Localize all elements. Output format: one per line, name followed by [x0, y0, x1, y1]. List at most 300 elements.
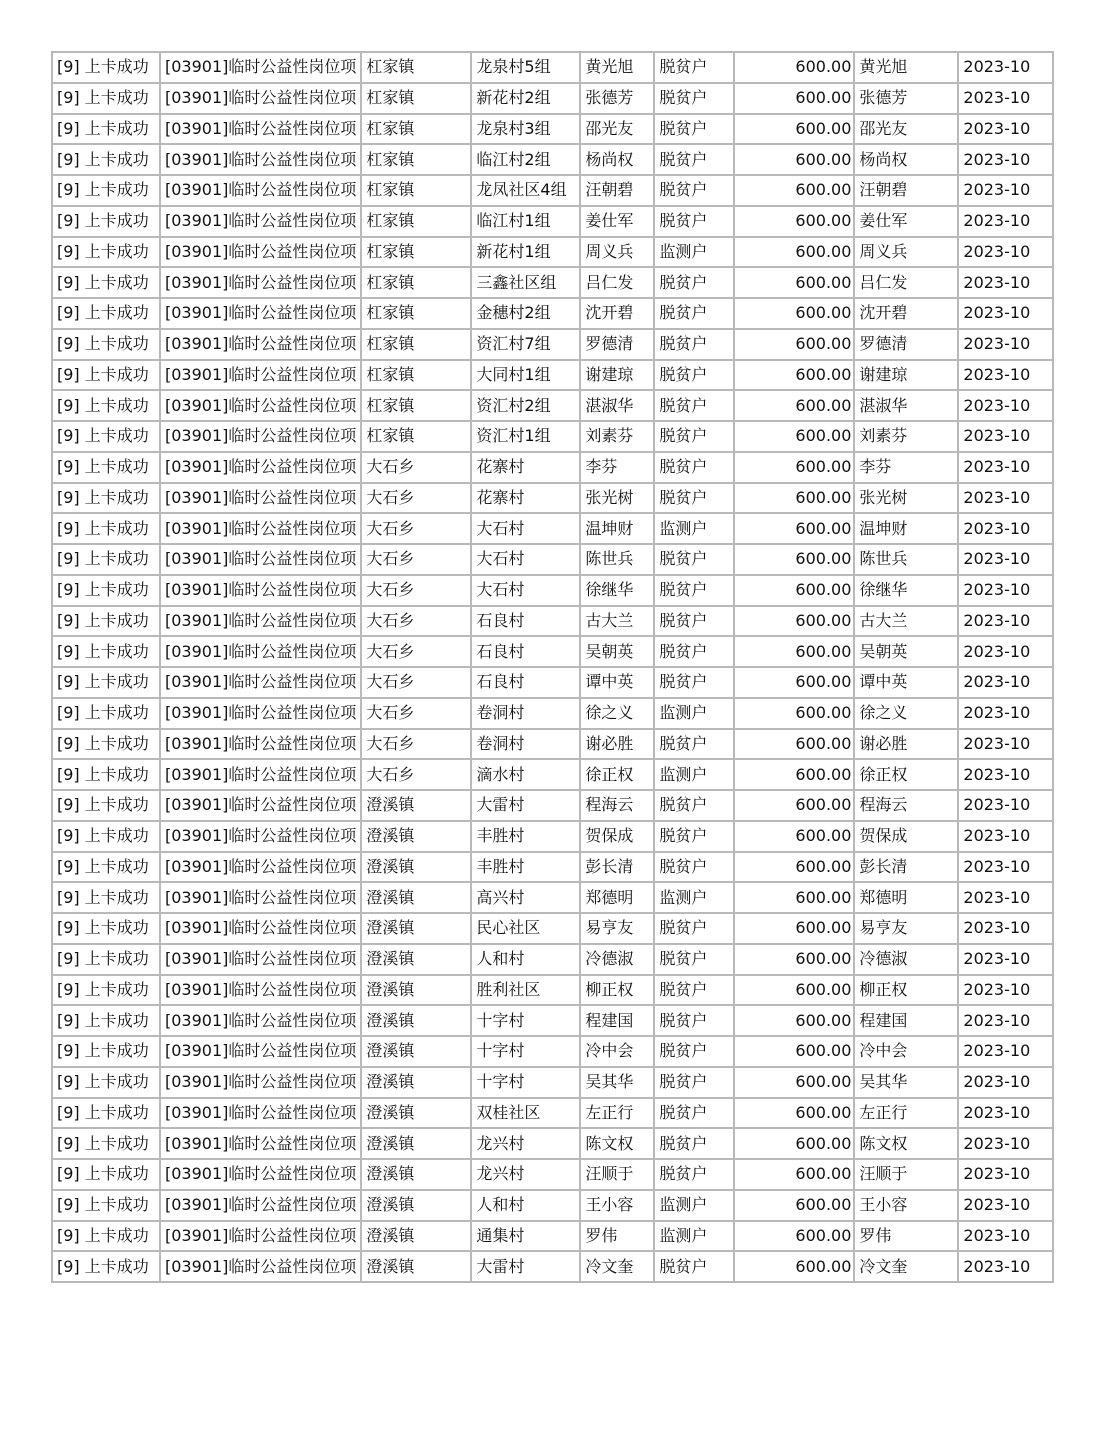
cell-project: [03901]临时公益性岗位项	[160, 913, 361, 944]
cell-period: 2023-10	[958, 729, 1053, 760]
cell-project: [03901]临时公益性岗位项	[160, 944, 361, 975]
table-row	[52, 975, 1053, 1006]
cell-amount: 600.00	[734, 729, 854, 760]
table-row	[52, 329, 1053, 360]
cell-township: 杠家镇	[361, 390, 471, 421]
cell-category: 脱贫户	[654, 1005, 734, 1036]
cell-village: 民心社区	[471, 913, 580, 944]
cell-village: 大雷村	[471, 790, 580, 821]
cell-category: 脱贫户	[654, 575, 734, 606]
cell-village: 通集村	[471, 1221, 580, 1252]
cell-township: 杠家镇	[361, 175, 471, 206]
cell-name: 周义兵	[580, 237, 654, 268]
table-row	[52, 944, 1053, 975]
cell-payee: 温坤财	[854, 513, 958, 544]
cell-township: 大石乡	[361, 667, 471, 698]
cell-status: [9] 上卡成功	[52, 1067, 160, 1098]
cell-period: 2023-10	[958, 575, 1053, 606]
cell-payee: 吕仁发	[854, 267, 958, 298]
cell-payee: 彭长清	[854, 852, 958, 883]
cell-name: 柳正权	[580, 975, 654, 1006]
cell-project: [03901]临时公益性岗位项	[160, 759, 361, 790]
table-row	[52, 144, 1053, 175]
cell-category: 脱贫户	[654, 83, 734, 114]
cell-project: [03901]临时公益性岗位项	[160, 821, 361, 852]
cell-payee: 谭中英	[854, 667, 958, 698]
cell-village: 大同村1组	[471, 360, 580, 391]
cell-category: 脱贫户	[654, 1036, 734, 1067]
cell-period: 2023-10	[958, 483, 1053, 514]
cell-village: 龙泉村3组	[471, 114, 580, 145]
cell-village: 大石村	[471, 575, 580, 606]
cell-status: [9] 上卡成功	[52, 575, 160, 606]
cell-status: [9] 上卡成功	[52, 882, 160, 913]
cell-status: [9] 上卡成功	[52, 452, 160, 483]
cell-project: [03901]临时公益性岗位项	[160, 390, 361, 421]
cell-period: 2023-10	[958, 852, 1053, 883]
cell-amount: 600.00	[734, 206, 854, 237]
cell-village: 十字村	[471, 1036, 580, 1067]
cell-village: 花寨村	[471, 452, 580, 483]
cell-name: 温坤财	[580, 513, 654, 544]
cell-township: 大石乡	[361, 544, 471, 575]
cell-project: [03901]临时公益性岗位项	[160, 452, 361, 483]
cell-village: 资汇村1组	[471, 421, 580, 452]
cell-status: [9] 上卡成功	[52, 1221, 160, 1252]
cell-village: 卷洞村	[471, 729, 580, 760]
cell-township: 澄溪镇	[361, 913, 471, 944]
cell-category: 脱贫户	[654, 144, 734, 175]
cell-project: [03901]临时公益性岗位项	[160, 1036, 361, 1067]
cell-township: 澄溪镇	[361, 1251, 471, 1282]
table-row	[52, 1190, 1053, 1221]
cell-township: 大石乡	[361, 606, 471, 637]
cell-name: 李芬	[580, 452, 654, 483]
cell-amount: 600.00	[734, 698, 854, 729]
cell-amount: 600.00	[734, 606, 854, 637]
cell-name: 陈文权	[580, 1128, 654, 1159]
cell-amount: 600.00	[734, 1159, 854, 1190]
cell-project: [03901]临时公益性岗位项	[160, 483, 361, 514]
cell-period: 2023-10	[958, 237, 1053, 268]
cell-period: 2023-10	[958, 267, 1053, 298]
cell-period: 2023-10	[958, 606, 1053, 637]
cell-category: 脱贫户	[654, 298, 734, 329]
table-row	[52, 913, 1053, 944]
cell-category: 监测户	[654, 759, 734, 790]
cell-category: 脱贫户	[654, 852, 734, 883]
cell-status: [9] 上卡成功	[52, 1005, 160, 1036]
cell-payee: 程建国	[854, 1005, 958, 1036]
cell-name: 左正行	[580, 1098, 654, 1129]
cell-project: [03901]临时公益性岗位项	[160, 329, 361, 360]
cell-payee: 程海云	[854, 790, 958, 821]
cell-township: 大石乡	[361, 483, 471, 514]
table-row	[52, 390, 1053, 421]
cell-name: 易亨友	[580, 913, 654, 944]
cell-village: 人和村	[471, 1190, 580, 1221]
cell-payee: 易亨友	[854, 913, 958, 944]
cell-amount: 600.00	[734, 421, 854, 452]
cell-name: 徐正权	[580, 759, 654, 790]
table-row	[52, 483, 1053, 514]
cell-name: 吴朝英	[580, 636, 654, 667]
payment-table	[51, 51, 1054, 1283]
cell-status: [9] 上卡成功	[52, 636, 160, 667]
cell-status: [9] 上卡成功	[52, 913, 160, 944]
cell-period: 2023-10	[958, 944, 1053, 975]
cell-project: [03901]临时公益性岗位项	[160, 790, 361, 821]
cell-period: 2023-10	[958, 206, 1053, 237]
cell-amount: 600.00	[734, 483, 854, 514]
cell-project: [03901]临时公益性岗位项	[160, 729, 361, 760]
cell-village: 滴水村	[471, 759, 580, 790]
cell-name: 冷德淑	[580, 944, 654, 975]
table-row	[52, 175, 1053, 206]
table-row	[52, 114, 1053, 145]
cell-project: [03901]临时公益性岗位项	[160, 1251, 361, 1282]
cell-amount: 600.00	[734, 1221, 854, 1252]
cell-status: [9] 上卡成功	[52, 821, 160, 852]
cell-status: [9] 上卡成功	[52, 606, 160, 637]
cell-township: 杠家镇	[361, 114, 471, 145]
cell-period: 2023-10	[958, 790, 1053, 821]
table-row	[52, 1128, 1053, 1159]
cell-category: 脱贫户	[654, 52, 734, 83]
cell-amount: 600.00	[734, 1036, 854, 1067]
cell-project: [03901]临时公益性岗位项	[160, 144, 361, 175]
cell-name: 沈开碧	[580, 298, 654, 329]
cell-village: 大雷村	[471, 1251, 580, 1282]
cell-payee: 陈文权	[854, 1128, 958, 1159]
cell-township: 澄溪镇	[361, 1221, 471, 1252]
cell-township: 大石乡	[361, 698, 471, 729]
cell-payee: 刘素芬	[854, 421, 958, 452]
cell-status: [9] 上卡成功	[52, 1128, 160, 1159]
cell-project: [03901]临时公益性岗位项	[160, 360, 361, 391]
cell-name: 陈世兵	[580, 544, 654, 575]
cell-payee: 谢必胜	[854, 729, 958, 760]
cell-period: 2023-10	[958, 52, 1053, 83]
cell-township: 杠家镇	[361, 298, 471, 329]
cell-payee: 徐继华	[854, 575, 958, 606]
cell-township: 澄溪镇	[361, 1190, 471, 1221]
cell-period: 2023-10	[958, 175, 1053, 206]
table-row	[52, 729, 1053, 760]
table-row	[52, 1159, 1053, 1190]
cell-village: 丰胜村	[471, 852, 580, 883]
cell-name: 刘素芬	[580, 421, 654, 452]
table-row	[52, 237, 1053, 268]
cell-status: [9] 上卡成功	[52, 667, 160, 698]
cell-period: 2023-10	[958, 1190, 1053, 1221]
cell-township: 杠家镇	[361, 360, 471, 391]
cell-amount: 600.00	[734, 1098, 854, 1129]
cell-township: 大石乡	[361, 759, 471, 790]
table-body	[52, 52, 1053, 1282]
cell-period: 2023-10	[958, 1005, 1053, 1036]
cell-category: 脱贫户	[654, 329, 734, 360]
cell-village: 临江村2组	[471, 144, 580, 175]
cell-project: [03901]临时公益性岗位项	[160, 1098, 361, 1129]
table-row	[52, 513, 1053, 544]
cell-township: 澄溪镇	[361, 1067, 471, 1098]
cell-village: 石良村	[471, 667, 580, 698]
cell-name: 徐继华	[580, 575, 654, 606]
cell-name: 贺保成	[580, 821, 654, 852]
cell-name: 罗德清	[580, 329, 654, 360]
cell-category: 监测户	[654, 1190, 734, 1221]
cell-name: 吕仁发	[580, 267, 654, 298]
cell-payee: 杨尚权	[854, 144, 958, 175]
cell-status: [9] 上卡成功	[52, 421, 160, 452]
cell-status: [9] 上卡成功	[52, 267, 160, 298]
cell-village: 十字村	[471, 1067, 580, 1098]
cell-amount: 600.00	[734, 390, 854, 421]
cell-amount: 600.00	[734, 575, 854, 606]
cell-payee: 汪顺于	[854, 1159, 958, 1190]
cell-status: [9] 上卡成功	[52, 83, 160, 114]
cell-payee: 吴朝英	[854, 636, 958, 667]
cell-name: 谢建琼	[580, 360, 654, 391]
cell-status: [9] 上卡成功	[52, 114, 160, 145]
cell-period: 2023-10	[958, 975, 1053, 1006]
table-row	[52, 698, 1053, 729]
cell-category: 脱贫户	[654, 544, 734, 575]
cell-period: 2023-10	[958, 1159, 1053, 1190]
cell-village: 龙兴村	[471, 1128, 580, 1159]
cell-project: [03901]临时公益性岗位项	[160, 237, 361, 268]
cell-category: 脱贫户	[654, 114, 734, 145]
cell-name: 黄光旭	[580, 52, 654, 83]
cell-village: 新花村2组	[471, 83, 580, 114]
cell-amount: 600.00	[734, 913, 854, 944]
cell-village: 人和村	[471, 944, 580, 975]
cell-payee: 古大兰	[854, 606, 958, 637]
cell-status: [9] 上卡成功	[52, 329, 160, 360]
cell-name: 冷文奎	[580, 1251, 654, 1282]
cell-category: 脱贫户	[654, 421, 734, 452]
cell-payee: 湛淑华	[854, 390, 958, 421]
cell-name: 邵光友	[580, 114, 654, 145]
cell-name: 谭中英	[580, 667, 654, 698]
cell-village: 高兴村	[471, 882, 580, 913]
table-row	[52, 606, 1053, 637]
cell-amount: 600.00	[734, 544, 854, 575]
cell-status: [9] 上卡成功	[52, 790, 160, 821]
cell-name: 王小容	[580, 1190, 654, 1221]
table-row	[52, 1005, 1053, 1036]
table-row	[52, 759, 1053, 790]
cell-payee: 吴其华	[854, 1067, 958, 1098]
cell-village: 石良村	[471, 636, 580, 667]
cell-name: 冷中会	[580, 1036, 654, 1067]
cell-village: 胜利社区	[471, 975, 580, 1006]
cell-name: 吴其华	[580, 1067, 654, 1098]
cell-amount: 600.00	[734, 636, 854, 667]
cell-category: 脱贫户	[654, 729, 734, 760]
table-row	[52, 267, 1053, 298]
cell-project: [03901]临时公益性岗位项	[160, 206, 361, 237]
cell-amount: 600.00	[734, 52, 854, 83]
cell-amount: 600.00	[734, 1005, 854, 1036]
cell-project: [03901]临时公益性岗位项	[160, 1128, 361, 1159]
cell-amount: 600.00	[734, 975, 854, 1006]
cell-amount: 600.00	[734, 114, 854, 145]
cell-status: [9] 上卡成功	[52, 206, 160, 237]
cell-status: [9] 上卡成功	[52, 1159, 160, 1190]
table-row	[52, 575, 1053, 606]
cell-village: 资汇村2组	[471, 390, 580, 421]
cell-payee: 徐之义	[854, 698, 958, 729]
cell-payee: 郑德明	[854, 882, 958, 913]
cell-category: 脱贫户	[654, 267, 734, 298]
cell-status: [9] 上卡成功	[52, 944, 160, 975]
cell-period: 2023-10	[958, 329, 1053, 360]
cell-status: [9] 上卡成功	[52, 698, 160, 729]
cell-township: 澄溪镇	[361, 975, 471, 1006]
cell-payee: 黄光旭	[854, 52, 958, 83]
cell-amount: 600.00	[734, 944, 854, 975]
cell-township: 大石乡	[361, 513, 471, 544]
cell-category: 监测户	[654, 237, 734, 268]
cell-period: 2023-10	[958, 452, 1053, 483]
cell-name: 谢必胜	[580, 729, 654, 760]
cell-name: 张德芳	[580, 83, 654, 114]
cell-township: 杠家镇	[361, 144, 471, 175]
cell-project: [03901]临时公益性岗位项	[160, 267, 361, 298]
cell-name: 张光树	[580, 483, 654, 514]
cell-village: 花寨村	[471, 483, 580, 514]
cell-project: [03901]临时公益性岗位项	[160, 1067, 361, 1098]
cell-category: 脱贫户	[654, 1251, 734, 1282]
cell-status: [9] 上卡成功	[52, 390, 160, 421]
cell-period: 2023-10	[958, 821, 1053, 852]
cell-payee: 冷文奎	[854, 1251, 958, 1282]
cell-project: [03901]临时公益性岗位项	[160, 636, 361, 667]
cell-village: 资汇村7组	[471, 329, 580, 360]
cell-status: [9] 上卡成功	[52, 298, 160, 329]
cell-project: [03901]临时公益性岗位项	[160, 1005, 361, 1036]
cell-payee: 汪朝碧	[854, 175, 958, 206]
cell-township: 杠家镇	[361, 267, 471, 298]
cell-period: 2023-10	[958, 1098, 1053, 1129]
cell-period: 2023-10	[958, 636, 1053, 667]
table-row	[52, 52, 1053, 83]
table-row	[52, 1221, 1053, 1252]
cell-project: [03901]临时公益性岗位项	[160, 421, 361, 452]
cell-payee: 贺保成	[854, 821, 958, 852]
cell-project: [03901]临时公益性岗位项	[160, 1159, 361, 1190]
cell-name: 湛淑华	[580, 390, 654, 421]
cell-payee: 张德芳	[854, 83, 958, 114]
cell-township: 杠家镇	[361, 237, 471, 268]
cell-period: 2023-10	[958, 1128, 1053, 1159]
cell-township: 大石乡	[361, 636, 471, 667]
cell-project: [03901]临时公益性岗位项	[160, 882, 361, 913]
cell-amount: 600.00	[734, 298, 854, 329]
cell-township: 杠家镇	[361, 83, 471, 114]
cell-project: [03901]临时公益性岗位项	[160, 667, 361, 698]
cell-amount: 600.00	[734, 329, 854, 360]
table-row	[52, 1098, 1053, 1129]
cell-category: 脱贫户	[654, 1067, 734, 1098]
table-row	[52, 1251, 1053, 1282]
cell-period: 2023-10	[958, 698, 1053, 729]
cell-period: 2023-10	[958, 390, 1053, 421]
cell-period: 2023-10	[958, 1036, 1053, 1067]
cell-category: 脱贫户	[654, 606, 734, 637]
cell-category: 脱贫户	[654, 821, 734, 852]
cell-status: [9] 上卡成功	[52, 729, 160, 760]
cell-period: 2023-10	[958, 1221, 1053, 1252]
cell-township: 澄溪镇	[361, 882, 471, 913]
table-row	[52, 206, 1053, 237]
cell-status: [9] 上卡成功	[52, 483, 160, 514]
cell-status: [9] 上卡成功	[52, 759, 160, 790]
cell-name: 郑德明	[580, 882, 654, 913]
cell-amount: 600.00	[734, 790, 854, 821]
cell-payee: 罗德清	[854, 329, 958, 360]
cell-category: 监测户	[654, 698, 734, 729]
cell-township: 澄溪镇	[361, 944, 471, 975]
cell-period: 2023-10	[958, 544, 1053, 575]
cell-name: 汪朝碧	[580, 175, 654, 206]
cell-township: 杠家镇	[361, 421, 471, 452]
cell-project: [03901]临时公益性岗位项	[160, 513, 361, 544]
cell-name: 姜仕军	[580, 206, 654, 237]
table-row	[52, 821, 1053, 852]
cell-amount: 600.00	[734, 83, 854, 114]
cell-payee: 姜仕军	[854, 206, 958, 237]
cell-period: 2023-10	[958, 913, 1053, 944]
cell-village: 十字村	[471, 1005, 580, 1036]
cell-name: 程建国	[580, 1005, 654, 1036]
cell-project: [03901]临时公益性岗位项	[160, 544, 361, 575]
cell-status: [9] 上卡成功	[52, 52, 160, 83]
cell-amount: 600.00	[734, 821, 854, 852]
cell-category: 脱贫户	[654, 360, 734, 391]
cell-village: 三鑫社区组	[471, 267, 580, 298]
cell-period: 2023-10	[958, 114, 1053, 145]
cell-category: 脱贫户	[654, 636, 734, 667]
cell-status: [9] 上卡成功	[52, 513, 160, 544]
cell-period: 2023-10	[958, 360, 1053, 391]
cell-amount: 600.00	[734, 1251, 854, 1282]
cell-period: 2023-10	[958, 667, 1053, 698]
cell-village: 双桂社区	[471, 1098, 580, 1129]
cell-amount: 600.00	[734, 360, 854, 391]
cell-payee: 沈开碧	[854, 298, 958, 329]
cell-township: 澄溪镇	[361, 790, 471, 821]
cell-period: 2023-10	[958, 882, 1053, 913]
cell-payee: 周义兵	[854, 237, 958, 268]
cell-status: [9] 上卡成功	[52, 975, 160, 1006]
cell-amount: 600.00	[734, 1190, 854, 1221]
cell-township: 杠家镇	[361, 206, 471, 237]
cell-name: 徐之义	[580, 698, 654, 729]
cell-name: 彭长清	[580, 852, 654, 883]
cell-payee: 左正行	[854, 1098, 958, 1129]
cell-status: [9] 上卡成功	[52, 175, 160, 206]
cell-category: 脱贫户	[654, 944, 734, 975]
cell-category: 脱贫户	[654, 790, 734, 821]
cell-status: [9] 上卡成功	[52, 1098, 160, 1129]
cell-payee: 冷德淑	[854, 944, 958, 975]
cell-amount: 600.00	[734, 667, 854, 698]
cell-category: 脱贫户	[654, 913, 734, 944]
cell-status: [9] 上卡成功	[52, 1036, 160, 1067]
